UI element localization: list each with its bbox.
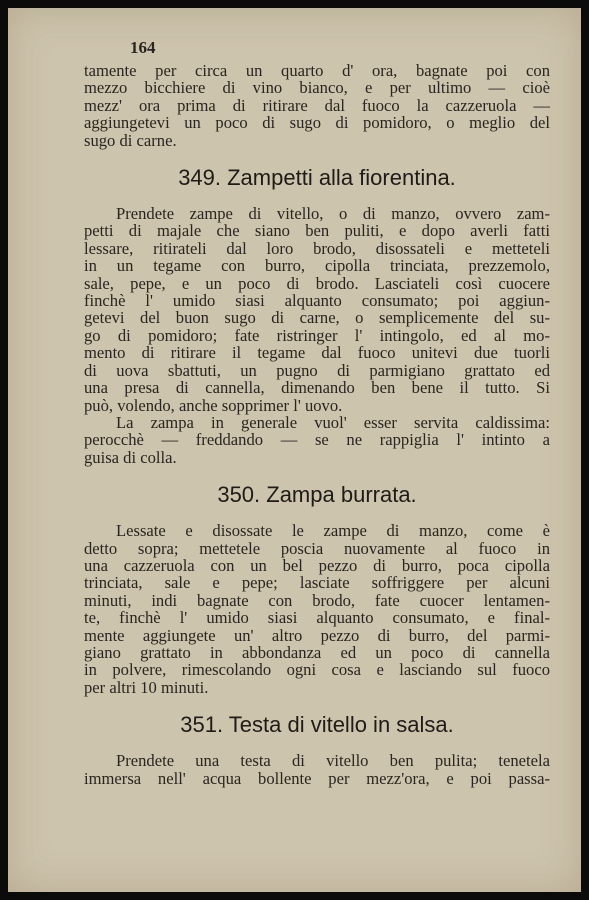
page-frame bbox=[8, 8, 581, 892]
text-line: Lessate e disossate le zampe di manzo, come è bbox=[116, 521, 550, 541]
text-line: finchè l' umido siasi alquanto consumato; poi aggiun- bbox=[84, 291, 550, 311]
paragraph bbox=[84, 414, 550, 466]
text-line: getevi del buon sugo di carne, o semplicemente del su- bbox=[84, 308, 550, 328]
text-line: guisa di colla. bbox=[84, 447, 177, 467]
paragraph bbox=[84, 205, 550, 414]
text-line: lessare, ritirateli dal loro brodo, disossateli e metteteli bbox=[84, 238, 550, 258]
text-line: può, volendo, anche sopprimer l' uovo. bbox=[84, 395, 343, 415]
text-line: giano grattato in abbondanza ed un poco di cannella bbox=[84, 642, 550, 662]
text-line: go di pomidoro; fate ristringer l' intingolo, ed al mo- bbox=[84, 325, 550, 345]
text-line: una presa di cannella, dimenando ben bene il tutto. Si bbox=[84, 378, 550, 398]
text-line: di uova sbattuti, un pugno di parmigiano grattato ed bbox=[84, 360, 550, 380]
text-line: Prendete zampe di vitello, o di manzo, ovvero zam- bbox=[116, 204, 550, 224]
text-line: mento di ritirare il tegame dal fuoco unitevi due tuorli bbox=[84, 343, 550, 363]
text-line: per altri 10 minuti. bbox=[84, 677, 209, 697]
text-line: minuti, indi bagnate con brodo, fate cuocer lentamen- bbox=[84, 590, 550, 610]
paragraph bbox=[84, 522, 550, 696]
text-line: detto sopra; mettetele poscia nuovamente al fuoco in bbox=[84, 538, 550, 558]
recipe-heading: 351. Testa di vitello in salsa. bbox=[180, 712, 454, 738]
text-line: Prendete una testa di vitello ben pulita; tenetela bbox=[116, 751, 550, 771]
text-line: mezz' ora prima di ritirare dal fuoco la cazzeruola — bbox=[84, 95, 550, 115]
text-line: sale, pepe, e un poco di brodo. Lasciateli così cuocere bbox=[84, 273, 550, 293]
recipe-heading: 350. Zampa burrata. bbox=[217, 482, 417, 508]
text-line: mezzo bicchiere di vino bianco, e per ultimo — cioè bbox=[84, 78, 550, 98]
text-line: aggiungetevi un poco di sugo di pomidoro, o meglio del bbox=[84, 113, 550, 133]
recipe-heading: 349. Zampetti alla fiorentina. bbox=[178, 165, 456, 191]
book-page bbox=[84, 38, 550, 787]
page-content bbox=[84, 62, 550, 787]
text-line: sugo di carne. bbox=[84, 130, 177, 150]
text-line: te, finchè l' umido siasi alquanto consumato, e final- bbox=[84, 608, 550, 628]
text-line: mente aggiungete un' altro pezzo di burro, del parmi- bbox=[84, 625, 550, 645]
text-line: tamente per circa un quarto d' ora, bagnate poi con bbox=[84, 61, 550, 80]
text-line: in un tegame con burro, cipolla trinciata, prezzemolo, bbox=[84, 256, 550, 276]
text-line: perocchè — freddando — se ne rappiglia l' intinto a bbox=[84, 430, 550, 450]
text-line: una cazzeruola con un bel pezzo di burro, poca cipolla bbox=[84, 555, 550, 575]
paragraph bbox=[84, 62, 550, 149]
text-line: in polvere, rimescolando ogni cosa e lasciando sul fuoco bbox=[84, 660, 550, 680]
text-line: trinciata, sale e pepe; lasciate soffriggere per alcuni bbox=[84, 573, 550, 593]
page-number: 164 bbox=[130, 38, 156, 57]
text-line: La zampa in generale vuol' esser servita caldissima: bbox=[116, 412, 550, 432]
text-line: immersa nell' acqua bollente per mezz'ora, e poi passa- bbox=[84, 768, 550, 788]
paragraph bbox=[84, 752, 550, 787]
text-line: petti di majale che siano ben puliti, e dopo averli fatti bbox=[84, 221, 550, 241]
